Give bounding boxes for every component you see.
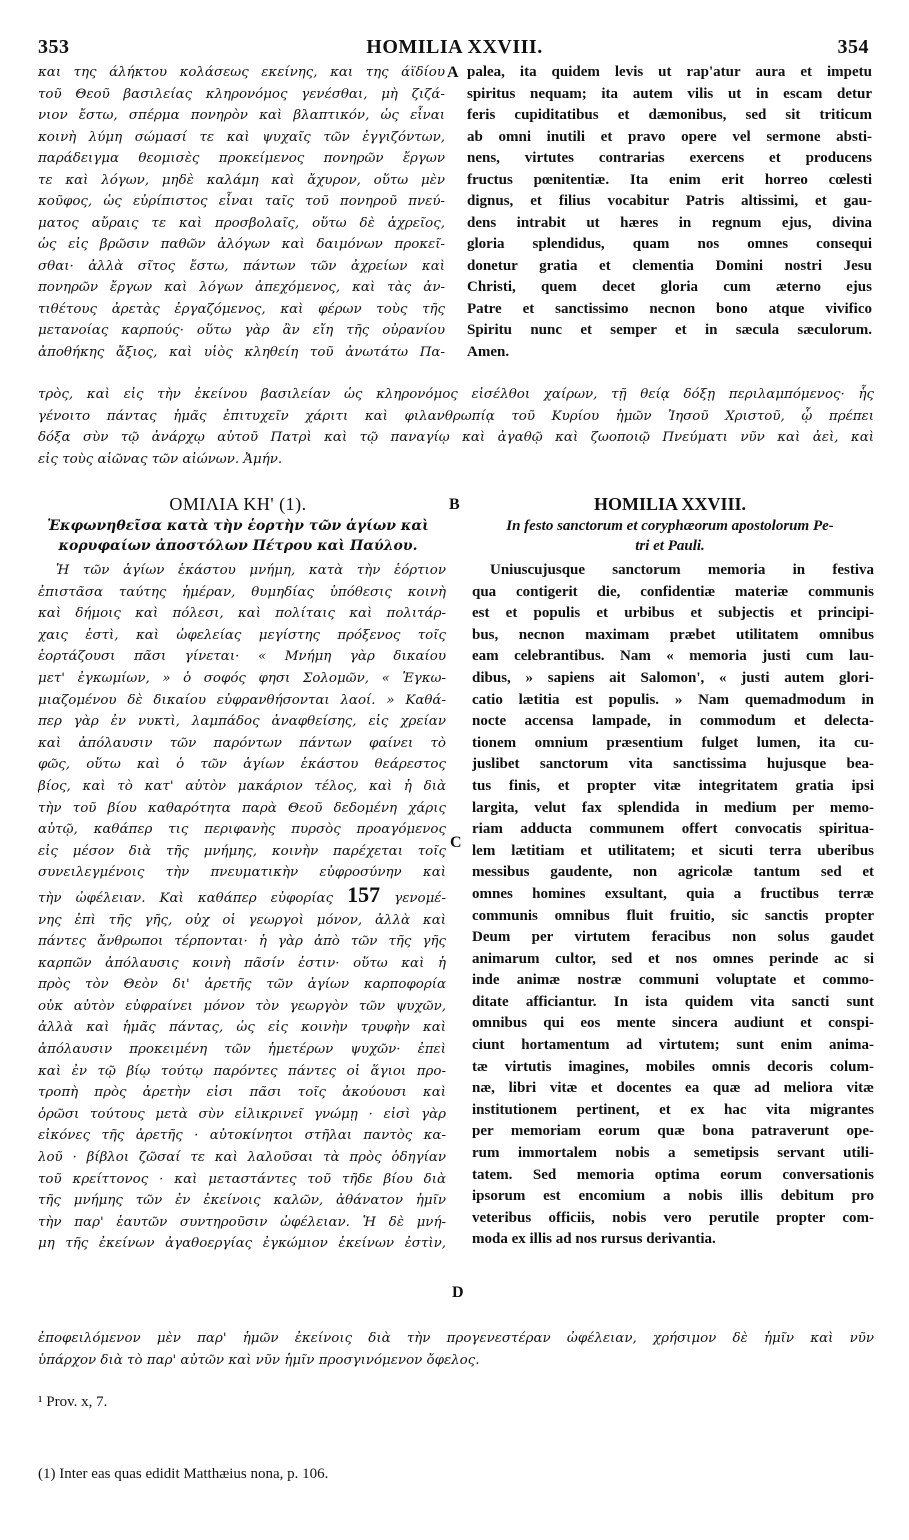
text-line: χαις ἐστὶ, καὶ ὠφελείας μεγίστης πρόξενος τοῖς <box>38 627 446 643</box>
text-line: juslibet sanctorum vita sanctissima hujusque bea- <box>472 756 874 773</box>
text-line: tæ virtutis imagines, mobiles omnis decoris colum- <box>472 1058 874 1075</box>
text-line: συνειλεγμένοις τὴν πνευματικὴν εὐφροσύνην καὶ <box>38 865 446 881</box>
greek-homily-subtitle-2: κορυφαίων ἀποστόλων Πέτρου καὶ Παύλου. <box>58 538 418 554</box>
text-line: καὶ δήμοις καὶ πόλεσι, καὶ πολίταις καὶ πολιτάρ- <box>38 606 446 622</box>
text-line: αὐτῷ, καθάπερ τις περιφανὴς πυρσὸς προαγόμενος <box>38 822 446 838</box>
text-line <box>38 884 446 910</box>
text-line: βίος, καὶ τὸ κατ' αὐτὸν μακάριον τέλος, καὶ ἡ διὰ <box>38 778 446 794</box>
text-line: moda ex illis ad nos rursus derivantia. <box>472 1231 716 1248</box>
text-line: largita, velut fax splendida in medium per memo- <box>472 799 874 816</box>
latin-homily-subtitle-2: tri et Pauli. <box>635 538 705 554</box>
text-line: μιαζομένου δὲ δικαίου εὐφρανθήσονται λαοί. » Καθά- <box>38 692 446 708</box>
text-line: τοῦ κρείττονος · καὶ μεταστάντες τοῦ τῆδε βίου διὰ <box>38 1171 446 1187</box>
top-latin-column <box>467 62 872 363</box>
text-line: communis omnibus fluit fruitio, sic sanctis propter <box>472 907 874 924</box>
text-line: donetur gratia et clementia Domini nostri Jesu <box>467 257 872 274</box>
text-line: animarum cultor, sed et nos omnes perinde ac si <box>472 950 874 967</box>
text-segment: γενομέ- <box>380 890 446 906</box>
text-line: ἀλλὰ καὶ ἡμᾶς πάντας, ὡς εἰς κοινὴν τρυφὴν καὶ <box>38 1020 446 1036</box>
text-line: tatem. Sed memoria optima eorum conversationis <box>472 1166 874 1183</box>
section-marker-d: D <box>452 1284 464 1301</box>
greek-homily-body <box>38 560 446 1255</box>
text-line: ciunt hortamentum ad virtutem; sunt enim anima- <box>472 1037 874 1054</box>
text-line: rum immortalem nobis a semetipsis servant utili- <box>472 1145 874 1162</box>
text-line: nens, virtutes contrarias exercens et producens <box>467 150 872 166</box>
text-line: næ, libri vitæ et docentes ea quæ ad meliora vitæ <box>472 1080 874 1097</box>
text-line: κοῦφος, ὡς εὐρίπιστος εἶναι ταῖς τοῦ πονηροῦ πνεύ- <box>38 194 445 209</box>
text-line: gloria splendidus, quam nos omnes consequi <box>467 236 872 252</box>
text-line: Christi, quem decet gloria cum æterno ejus <box>467 279 872 295</box>
text-line: Amen. <box>467 343 510 360</box>
text-line: νιον ἔστω, σπέρμα πονηρὸν καὶ βλαπτικόν, ὡς εἶναι <box>38 108 445 123</box>
text-line: eam celebrantibus. Nam « memoria justi cum lau- <box>472 648 874 665</box>
text-line: qua contigerit die, confidentiæ materiæ communis <box>472 583 874 600</box>
text-line: veteribus officiis, nobis vero perutile propter com- <box>472 1209 874 1226</box>
text-line: τε καὶ λόγων, μηδὲ καλάμη καὶ ἄχυρον, οὕτω μὲν <box>38 172 445 188</box>
text-line: τρὸς, καὶ εἰς τὴν ἐκείνου βασιλείαν ὡς κληρονόμος εἰσέλθοι χαίρων, τῇ θείᾳ δόξῃ περιλαμπόμενος· ἧς <box>38 387 874 402</box>
text-line: spiritus nequam; ita autem vilis ut in escam detur <box>467 85 872 102</box>
text-line: feris cupiditatibus et dæmonibus, sed sit triticum <box>467 107 872 123</box>
text-line: messibus gaudente, non agricolæ tantum sed et <box>472 864 874 881</box>
text-line: τὴν παρ' ἑαυτῶν συντηροῦσιν ὠφέλειαν. Ἡ δὲ μνή- <box>38 1214 446 1230</box>
text-line: καὶ ἀπόλαυσιν τῶν παρόντων πάντων φαίνει τὸ <box>38 735 446 751</box>
text-line: ματος αὔραις τε καὶ προσβολαῖς, οὕτω δὲ ἀχρεῖος, <box>38 215 445 231</box>
text-line: ab omni inutili et pravo opere vel sermone absti- <box>467 128 872 145</box>
running-title: HOMILIA XXVIII. <box>366 36 543 58</box>
page-number-right: 354 <box>837 36 869 58</box>
text-line: ὁρῶσι τούτους μετὰ σὺν εἰλικρινεῖ γνώμῃ · εἰσὶ γὰρ <box>38 1106 446 1122</box>
text-line: Uniuscujusque sanctorum memoria in festiva <box>490 562 874 578</box>
column-number-157: 157 <box>347 883 381 907</box>
text-line: Ἡ τῶν ἁγίων ἑκάστου μνήμη, κατὰ τὴν ἑόρτιον <box>56 563 446 578</box>
text-line: palea, ita quidem levis ut rap'atur aura et impetu <box>467 64 872 80</box>
text-segment: τὴν ὠφέλειαν. Καὶ καθάπερ εὐφορίας <box>38 890 348 906</box>
text-line: ἀπόλαυσιν προκειμένη τῶν ἡμετέρων ψυχῶν· ἐπεὶ <box>38 1042 446 1058</box>
text-line: καρπῶν ἀπόλαυσις κοινὴ πᾶσίν ἐστιν· οὕτω καὶ ἡ <box>38 955 446 971</box>
text-line: ἑορτάζουσι πᾶσι γίνεται· « Μνήμη γὰρ δικαίου <box>38 649 446 665</box>
greek-homily-title: ΟΜΙΛΙΑ ΚΗ' (1). <box>169 494 307 514</box>
greek-homily-subtitle-1: Ἐκφωνηθεῖσα κατὰ τὴν ἑορτὴν τῶν ἁγίων καὶ <box>47 518 429 534</box>
text-line: οὐκ αὐτὸν εὐφραίνει μόνον τὸν γεωργὸν τῶν ψυχῶν, <box>38 998 446 1014</box>
text-line: omnes homines exsultant, quia a fructibus terræ <box>472 885 874 902</box>
text-line: πάντες ἄνθρωποι τέρπονται· ἡ γὰρ ἀπὸ τῶν τῆς γῆς <box>38 934 446 950</box>
text-line: τροπὴ πρὸς ἀρετὴν εἰσι πᾶσι τοῖς ἀκούουσι καὶ <box>38 1085 446 1101</box>
text-line: εἰς μέσον διὰ τῆς μνήμης, κοινὴν παρέχεται τοῖς <box>38 843 446 859</box>
text-line: παράδειγμα θεομισὲς προκείμενος πονηρῶν ἔργων <box>38 151 445 166</box>
text-line: dignus, et filius vocabitur Patris altissimi, et gau- <box>467 193 872 209</box>
section-marker-b: B <box>449 496 460 513</box>
text-line: ἀποθήκης ἄξιος, καὶ υἱὸς κληθείη τοῦ ἀνωτάτω Πα- <box>38 344 445 360</box>
text-line: ipsorum est encomium a nobis illis debitum pro <box>472 1188 874 1205</box>
text-line: tus finis, et propter vitæ integritatem gratia ipsi <box>472 777 874 794</box>
text-line: ὑπάρχον διὰ τὸ παρ' αὐτῶν καὶ νῦν ἡμῖν προσγινόμενον ὄφελος. <box>38 1352 480 1368</box>
top-greek-column <box>38 62 445 363</box>
text-line: Deum per virtutem feracibus non solus gaudet <box>472 929 874 946</box>
text-line: Spiritu nunc et semper et in sæcula sæculorum. <box>467 322 872 338</box>
text-line: μη τῆς ἐκείνων ἀγαθοεργίας ἐγκώμιον ἐκείνων ἐστὶν, <box>38 1236 446 1252</box>
text-line: riam adducta communem offert convocatis spiritua- <box>472 821 874 838</box>
bottom-greek-text <box>38 1328 874 1371</box>
text-line: est et populis et urbibus et subjectis et principi- <box>472 605 874 622</box>
latin-homily-title: HOMILIA XXVIII. <box>593 494 747 514</box>
latin-homily-subtitle-1: In festo sanctorum et coryphæorum apostolorum Pe- <box>506 518 834 534</box>
text-line: Patre et sanctissimo necnon bono atque vivifico <box>467 300 872 317</box>
section-marker-a: A <box>447 64 459 81</box>
text-line: τῆς μνήμης τῶν ἐν ἐκείνοις καλῶν, ἀθάνατον ἡμῖν <box>38 1193 446 1209</box>
text-line: catio lætitia est populis. » Nam quemadmodum in <box>472 691 874 708</box>
page-number-left: 353 <box>38 36 70 58</box>
text-line: λοῦ · βίβλοι ζῶσαί τε καὶ λαλοῦσαι τὰ πρὸς ὁδηγίαν <box>38 1150 446 1166</box>
text-line: εἰς τοὺς αἰῶνας τῶν αἰώνων. Ἀμήν. <box>38 451 283 467</box>
text-line: lem lætitiam et utilitatem; et sicuti terra uberibus <box>472 842 874 859</box>
text-line: institutionem pertinent, et ex hac vita migrantes <box>472 1101 874 1118</box>
section-marker-c: C <box>450 834 462 851</box>
text-line: πονηρῶν ἔργων καὶ λόγων ἀπεχόμενος, καὶ τὰς ἀν- <box>38 280 445 295</box>
text-line: καὶ ἐν τῷ βίῳ τούτῳ παρόντες πάντες οἱ ἅγιοι προ- <box>38 1063 446 1079</box>
text-line: omnibus qui eos mente sincera audiunt et conspi- <box>472 1015 874 1032</box>
text-line: per memoriam eorum quæ bona patraverunt ope- <box>472 1123 874 1140</box>
latin-homily-body <box>472 560 874 1251</box>
text-line: τιθέτους ἀρετὰς ἐργαζόμενος, καὶ φέρων τοὺς τῆς <box>38 301 445 317</box>
text-line: τοῦ Θεοῦ βασιλείας κληρονόμος γενέσθαι, μὴ ζιζά- <box>38 86 445 102</box>
text-line: μετ' ἐγκωμίων, » ὁ σοφός φησι Σολομῶν, « Ἐγκω- <box>38 670 446 686</box>
text-line: εἰκόνες τῆς ἀρετῆς · αὐτοκίνητοι στῆλαι παντὸς κα- <box>38 1128 446 1144</box>
text-line: τὴν τοῦ βίου καθαρότητα παρὰ Θεοῦ δεδομένη χάρις <box>38 800 446 816</box>
text-line: dens intrabit ut hæres in regnum ejus, divina <box>467 214 872 231</box>
text-line: ἐπιστᾶσα ταύτης ἡμέραν, θυμηδίας ὑπόθεσις κοινὴ <box>38 584 446 600</box>
text-line: σθαι· ἀλλὰ σῖτος ἔστω, πάντων τῶν ἀχρείων καὶ <box>38 258 445 274</box>
text-line: περ γὰρ ἐν νυκτὶ, λαμπάδος ἀναφθείσης, εἰς χρείαν <box>38 714 446 730</box>
editor-footnote: (1) Inter eas quas edidit Matthæius nona, p. 106. <box>38 1466 329 1482</box>
text-line: bus, necnon maximam præbet utilitatem omnibus <box>472 626 874 643</box>
text-line: γένοιτο πάντας ἡμᾶς ἐπιτυχεῖν χάριτι καὶ φιλανθρωπίᾳ τοῦ Κυρίου ἡμῶν Ἰησοῦ Χριστοῦ, ᾧ πρέπει <box>38 408 874 424</box>
text-line: fructus pœnitentiæ. Ita enim erit horreo cœlesti <box>467 171 872 188</box>
text-line: ὡς εἰς βρῶσιν παθῶν ἀλόγων καὶ δαιμόνων προκεῖ- <box>38 237 445 252</box>
text-line: νης ἐπὶ τῆς γῆς, οὐχ οἱ γεωργοὶ μόνον, ἀλλὰ καὶ <box>38 912 446 928</box>
text-line: tionem omnium præsentium fulget lumen, ita cu- <box>472 734 874 751</box>
text-line: φῶς, οὕτω καὶ ὁ τῶν ἁγίων ἑκάστου θεάρεστος <box>38 757 446 773</box>
text-line: και της άλήκτου κολάσεως εκείνης, και της άϊδίου <box>38 65 445 80</box>
text-line: ἐποφειλόμενον μὲν παρ' ἡμῶν ἐκείνοις διὰ τὴν προγενεστέραν ὠφέλειαν, χρήσιμον δὲ ἡμῖν καὶ νῦν <box>38 1331 874 1346</box>
text-line: ditate afficiantur. In ista quidem vita sancti sunt <box>472 993 874 1010</box>
text-line: πρὸς τὸν Θεὸν δι' ἀρετῆς τῶν ἁγίων καρποφορία <box>38 977 446 993</box>
scripture-footnote: ¹ Prov. x, 7. <box>38 1394 108 1410</box>
text-line: δόξα σὺν τῷ ἀνάρχῳ αὐτοῦ Πατρὶ καὶ τῷ παναγίῳ καὶ ἀγαθῷ καὶ ζωοποιῷ Πνεύματι νῦν καὶ ἀεὶ, καὶ <box>38 430 874 445</box>
full-width-greek-text <box>38 384 874 470</box>
text-line: μετανοίας καρπούς· οὕτω γὰρ ἂν εἴη τῆς οὐρανίου <box>38 323 445 338</box>
text-line: inde animæ nostræ communi voluptate et commo- <box>472 972 874 989</box>
text-line: nocte accensa lampade, in commodum et delecta- <box>472 713 874 730</box>
text-line: dibus, » sapiens ait Salomon', « justi autem glori- <box>472 669 874 686</box>
text-line: κοινὴ λύμη σώμασί τε καὶ ψυχαῖς τῶν ἐγγιζόντων, <box>38 129 445 145</box>
